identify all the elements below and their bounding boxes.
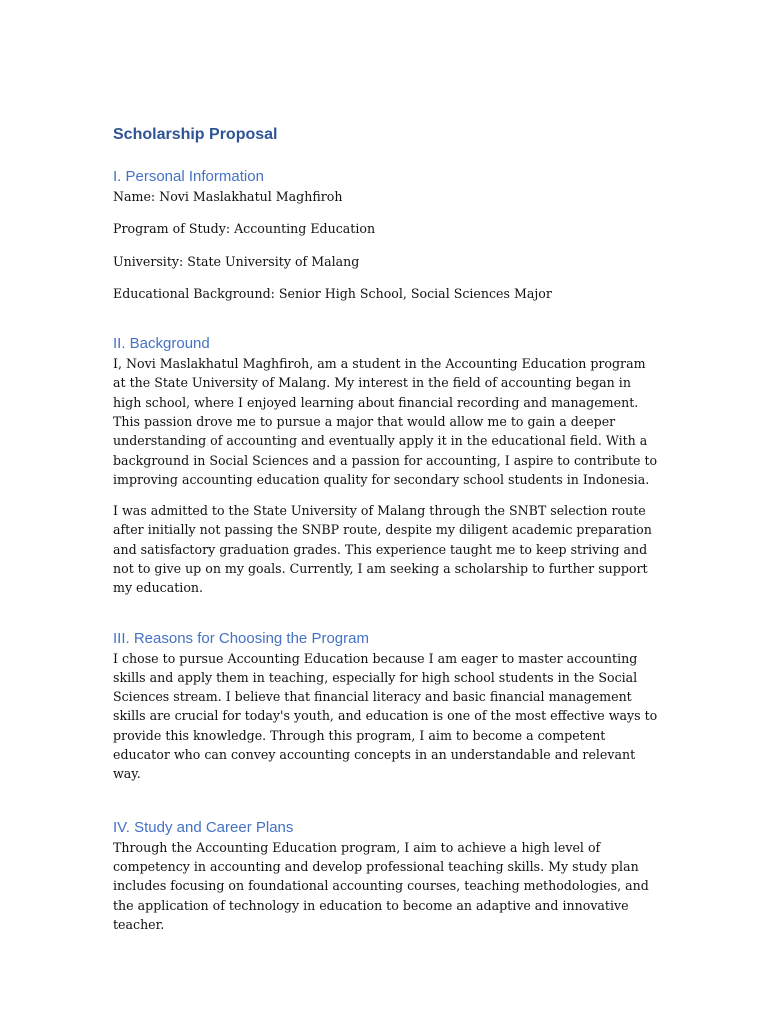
section-heading: III. Reasons for Choosing the Program [113,629,369,647]
name-field: Name: Novi Maslakhatul Maghfiroh [113,189,343,204]
section-heading: I. Personal Information [113,168,264,185]
educational-background-field: Educational Background: Senior High School, Social Sciences Major [113,285,552,301]
section-heading: II. Background [113,335,210,353]
document-body [113,124,658,946]
paragraph: Through the Accounting Education program, I aim to achieve a high level of competency in accounting and develop professional teaching skills. My study plan includes focusing on foundational accounting courses, teaching methodologies, and the application of technology in education to become an adaptive and innovative teacher. [113,839,649,932]
section-personal-information [113,167,658,303]
paragraph: I was admitted to the State University of Malang through the SNBT selection route after initially not passing the SNBP route, despite my diligent academic preparation and satisfactory graduation grades. This experience taught me to keep striving and not to give up on my goals. Currently, I am seeking a scholarship to further support my education. [113,503,652,596]
section-reasons [113,629,658,784]
section-background [113,334,658,597]
document-title: Scholarship Proposal [113,126,278,143]
paragraph: I chose to pursue Accounting Education because I am eager to master accounting skills and apply them in teaching, especially for high school students in the Social Sciences stream. I believe that financial literacy and basic financial management skills are crucial for today's youth, and education is one of the most effective ways to provide this knowledge. Through this program, I aim to become a competent educator who can convey accounting concepts in an understandable and relevant way. [113,650,658,782]
section-study-career-plans [113,818,658,934]
program-field: Program of Study: Accounting Education [113,221,376,237]
university-field: University: State University of Malang [113,253,360,269]
paragraph: I, Novi Maslakhatul Maghfiroh, am a student in the Accounting Education program at the State University of Malang. My interest in the field of accounting began in high school, where I enjoyed learning about financial recording and management. This passion drove me to pursue a major that would allow me to gain a deeper understanding of accounting and eventually apply it in the educational field. With a background in Social Sciences and a passion for accounting, I aspire to contribute to improving accounting education quality for secondary school students in Indonesia. [113,356,658,487]
section-heading: IV. Study and Career Plans [113,818,294,836]
